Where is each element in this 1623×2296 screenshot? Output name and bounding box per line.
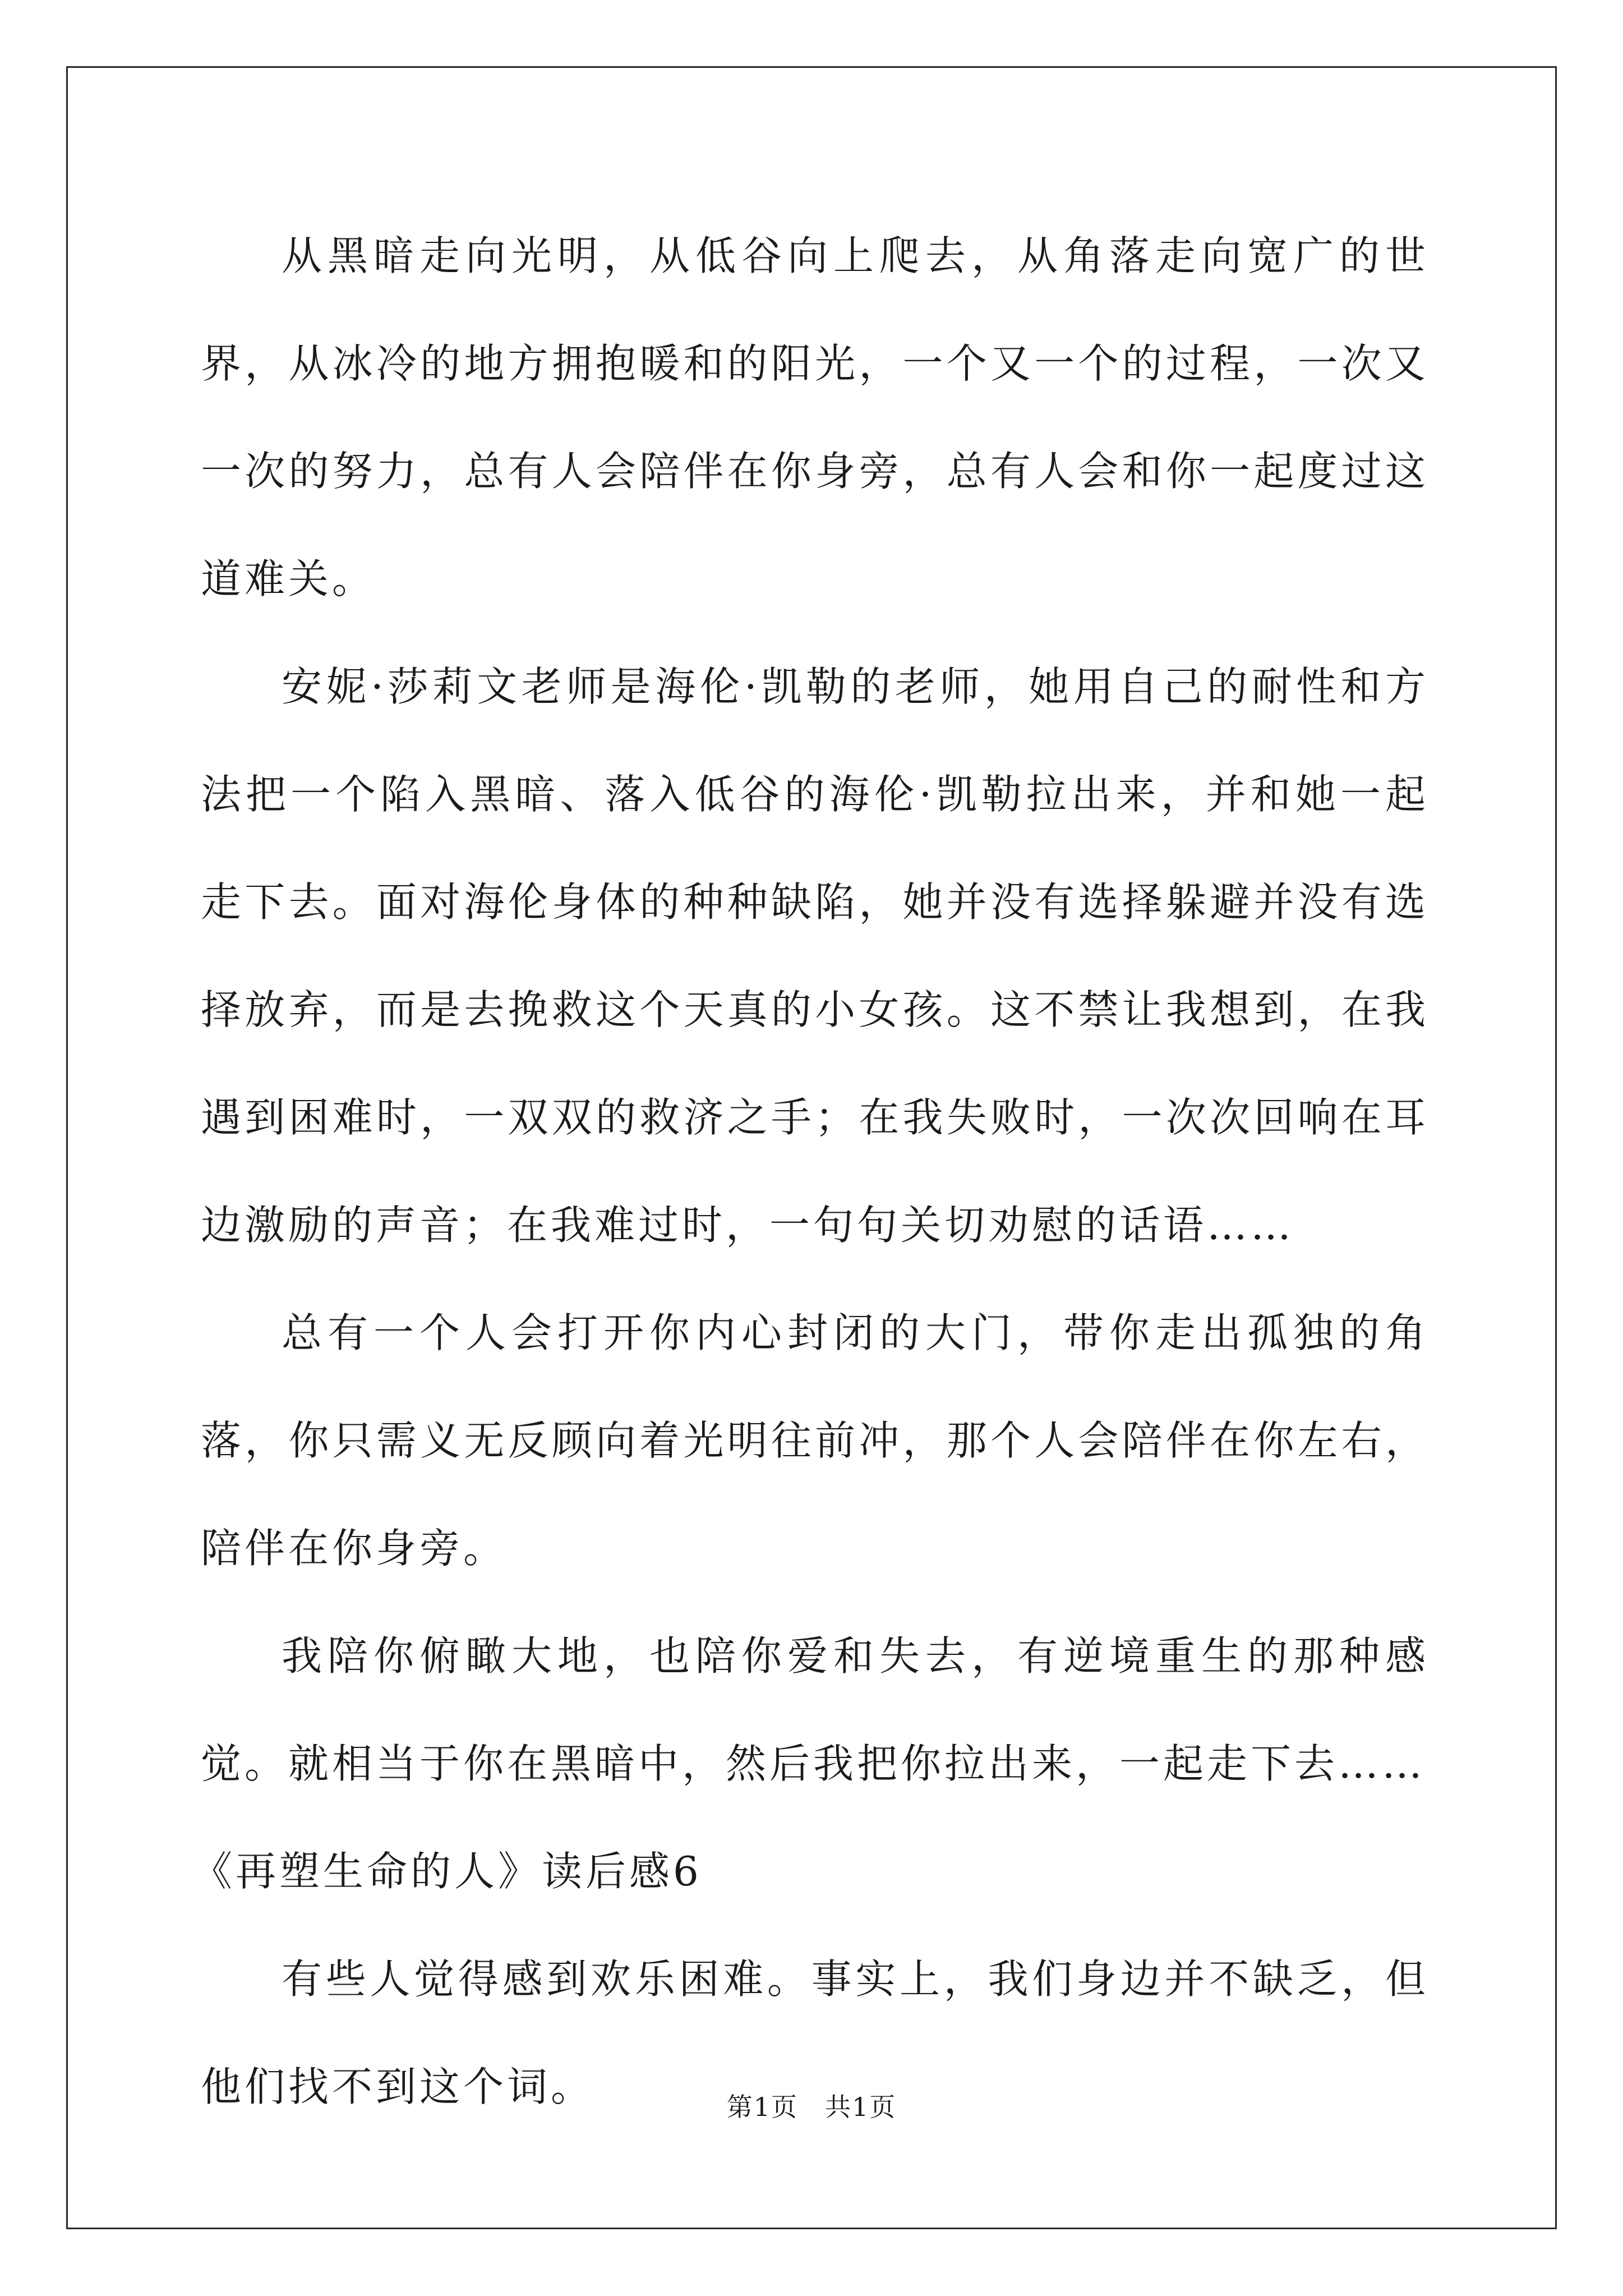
paragraph: 总有一个人会打开你内心封闭的大门，带你走出孤独的角落，你只需义无反顾向着光明往前冲，那个人会陪伴在你左右，陪伴在你身旁。 <box>201 1309 1429 1572</box>
paragraph: 有些人觉得感到欢乐困难。事实上，我们身边并不缺乏，但他们找不到这个词。 <box>201 1955 1429 2110</box>
paragraph: 从黑暗走向光明，从低谷向上爬去，从角落走向宽广的世界，从冰冷的地方拥抱暖和的阳光，一个又一个的过程，一次又一次的努力，总有人会陪伴在你身旁，总有人会和你一起度过这道难关。 <box>201 232 1429 602</box>
paragraph: 我陪你俯瞰大地，也陪你爱和失去，有逆境重生的那种感觉。就相当于你在黑暗中，然后我把你拉出来，一起走下去…… <box>201 1632 1429 1787</box>
page-footer <box>0 2087 1623 2124</box>
document-body <box>192 202 1429 2141</box>
paragraph: 安妮·莎莉文老师是海伦·凯勒的老师，她用自己的耐性和方法把一个陷入黑暗、落入低谷的海伦·凯勒拉出来，并和她一起走下去。面对海伦身体的种种缺陷，她并没有选择躲避并没有选择放弃，而是去挽救这个天真的小女孩。这不禁让我想到，在我遇到困难时，一双双的救济之手；在我失败时，一次次回响在耳边激励的声音；在我难过时，一句句关切劝慰的话语…… <box>201 663 1429 1249</box>
page-number: 第1页 <box>726 2092 798 2122</box>
page-total: 共1页 <box>825 2092 897 2122</box>
section-heading: 《再塑生命的人》读后感6 <box>192 1848 702 1895</box>
